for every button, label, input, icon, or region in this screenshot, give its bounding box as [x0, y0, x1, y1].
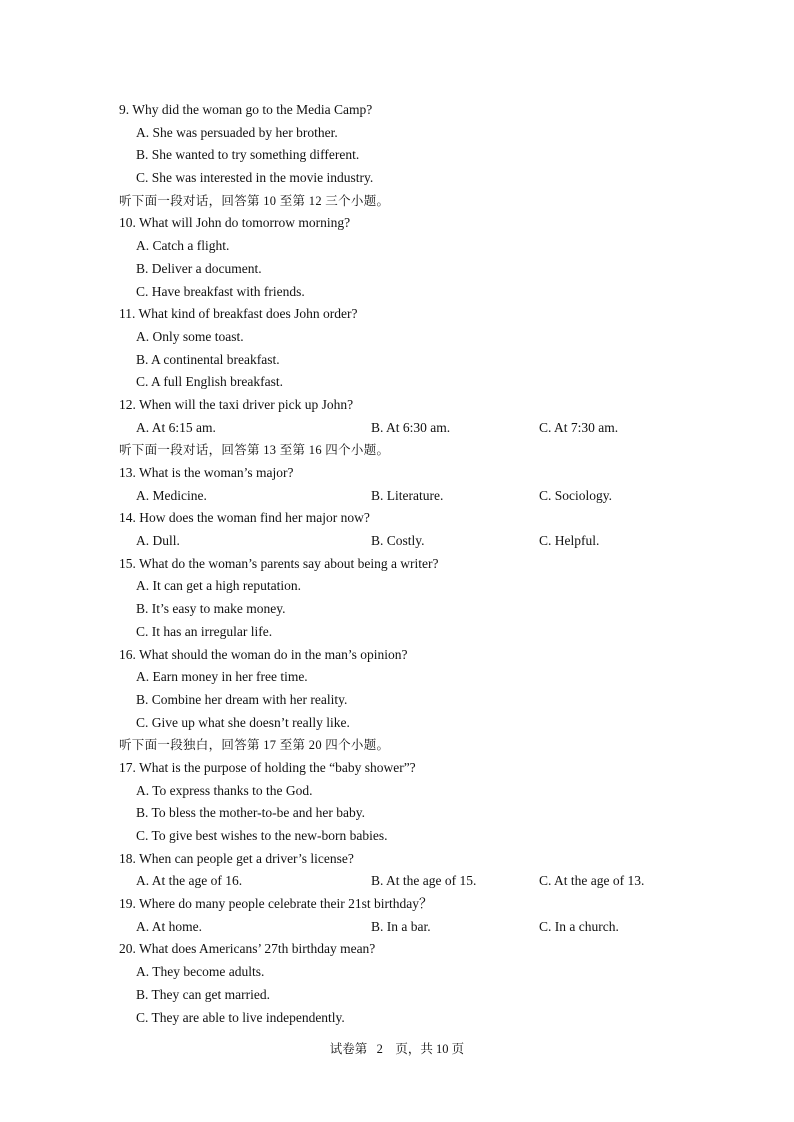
section-note-13-16: 听下面一段对话，回答第 13 至第 16 四个小题。: [119, 443, 390, 458]
section-note-17-20: 听下面一段独白，回答第 17 至第 20 四个小题。: [119, 738, 390, 753]
q13-options-row: [119, 485, 679, 508]
q19-option-b: B. In a bar.: [371, 918, 431, 934]
q14-options-row: [119, 530, 679, 553]
question-15: 15. What do the woman’s parents say about being a writer?: [119, 555, 439, 571]
q19-options-row: [119, 916, 679, 939]
q12-option-b: B. At 6:30 am.: [371, 419, 451, 435]
q12-options-row: [119, 417, 679, 440]
question-20: 20. What does Americans’ 27th birthday mean?: [119, 941, 376, 957]
q17-option-c: C. To give best wishes to the new-born babies.: [136, 828, 388, 843]
q18-options-row: [119, 870, 679, 893]
q20-option-a: A. They become adults.: [136, 964, 265, 980]
q15-option-c: C. It has an irregular life.: [136, 623, 273, 639]
q10-option-a: A. Catch a flight.: [136, 238, 230, 254]
question-11: 11. What kind of breakfast does John order?: [119, 306, 358, 322]
q18-option-a: A. At the age of 16.: [136, 873, 243, 889]
q16-option-a: A. Earn money in her free time.: [136, 669, 308, 685]
question-13: 13. What is the woman’s major?: [119, 465, 294, 480]
q14-option-b: B. Costly.: [371, 533, 425, 549]
q13-option-a: A. Medicine.: [136, 487, 207, 503]
q9-option-b: B. She wanted to try something different.: [136, 147, 360, 163]
q10-option-c: C. Have breakfast with friends.: [136, 283, 305, 299]
q11-option-b: B. A continental breakfast.: [136, 351, 280, 367]
q14-option-c: C. Helpful.: [539, 533, 600, 549]
questions-block: [119, 99, 679, 1029]
q18-option-c: C. At the age of 13.: [539, 873, 645, 889]
q13-option-b: B. Literature.: [371, 487, 444, 503]
question-17: 17. What is the purpose of holding the “baby shower”?: [119, 759, 416, 775]
q11-option-a: A. Only some toast.: [136, 328, 244, 344]
q12-option-c: C. At 7:30 am.: [539, 419, 619, 435]
q10-option-b: B. Deliver a document.: [136, 260, 262, 276]
q17-option-a: A. To express thanks to the God.: [136, 782, 313, 798]
question-14: 14. How does the woman find her major now?: [119, 510, 370, 526]
q16-option-b: B. Combine her dream with her reality.: [136, 691, 348, 707]
question-19: 19. Where do many people celebrate their 21st birthday？: [119, 896, 433, 912]
q19-option-c: C. In a church.: [539, 918, 619, 934]
question-10: 10. What will John do tomorrow morning?: [119, 215, 351, 231]
question-16: 16. What should the woman do in the man’s opinion?: [119, 646, 408, 662]
q18-option-b: B. At the age of 15.: [371, 873, 477, 889]
q14-option-a: A. Dull.: [136, 533, 180, 549]
q11-option-c: C. A full English breakfast.: [136, 374, 283, 390]
q17-option-b: B. To bless the mother-to-be and her baby.: [136, 805, 365, 821]
section-note-10-12: 听下面一段对话，回答第 10 至第 12 三个小题。: [119, 193, 390, 208]
q20-option-c: C. They are able to live independently.: [136, 1009, 345, 1025]
question-18: 18. When can people get a driver’s license?: [119, 850, 354, 866]
question-9: 9. Why did the woman go to the Media Camp?: [119, 102, 373, 117]
question-12: 12. When will the taxi driver pick up John?: [119, 396, 354, 412]
q16-option-c: C. Give up what she doesn’t really like.: [136, 714, 350, 730]
q19-option-a: A. At home.: [136, 918, 202, 934]
q20-option-b: B. They can get married.: [136, 986, 270, 1002]
page-footer: 试卷第 2 页，共 10 页: [329, 1042, 465, 1056]
q15-option-a: A. It can get a high reputation.: [136, 578, 301, 594]
q9-option-a: A. She was persuaded by her brother.: [136, 124, 338, 140]
q15-option-b: B. It’s easy to make money.: [136, 601, 286, 617]
q12-option-a: A. At 6:15 am.: [136, 419, 216, 435]
q9-option-c: C. She was interested in the movie industry.: [136, 170, 374, 186]
q13-option-c: C. Sociology.: [539, 487, 613, 503]
